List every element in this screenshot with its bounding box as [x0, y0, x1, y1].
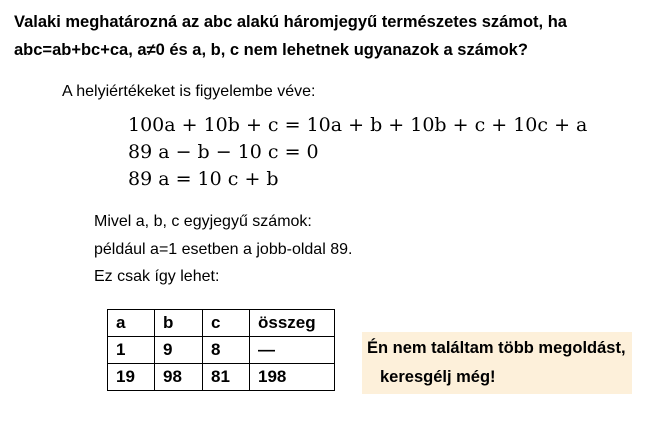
- question-line-1: Valaki meghatározná az abc alakú háromjegyű természetes számot, ha: [14, 13, 567, 31]
- question-text: [14, 8, 567, 64]
- header-b: b: [155, 310, 203, 337]
- note-line-3: Ez csak így lehet:: [94, 268, 220, 285]
- table-cell: —: [250, 337, 335, 364]
- equation-2: 89 a − b − 10 c = 0: [128, 141, 319, 163]
- table-cell: 98: [155, 364, 203, 391]
- table-cell: 19: [108, 364, 155, 391]
- table-cell: 9: [155, 337, 203, 364]
- equation-3: 89 a = 10 c + b: [128, 168, 279, 190]
- table-cell: 81: [203, 364, 250, 391]
- hint-line-1: Én nem találtam több megoldást,: [367, 339, 626, 357]
- table-row: [108, 364, 335, 391]
- table-header-row: [108, 310, 335, 337]
- solution-table: [107, 309, 335, 391]
- header-sum: összeg: [250, 310, 335, 337]
- header-c: c: [203, 310, 250, 337]
- hint-line-2: keresgélj még!: [380, 368, 496, 386]
- table-cell: 8: [203, 337, 250, 364]
- question-line-2: abc=ab+bc+ca, a≠0 és a, b, c nem lehetnek ugyanazok a számok?: [14, 41, 528, 59]
- equation-block: [128, 112, 587, 193]
- note-line-1: Mivel a, b, c egyjegyű számok:: [94, 213, 312, 230]
- header-a: a: [108, 310, 155, 337]
- hint-box: [362, 332, 632, 394]
- table-cell: 198: [250, 364, 335, 391]
- table-cell: 1: [108, 337, 155, 364]
- note-line-2: például a=1 esetben a jobb-oldal 89.: [94, 240, 353, 258]
- explanation-notes: [94, 208, 352, 291]
- table-row: [108, 337, 335, 364]
- equation-1: 100a + 10b + c = 10a + b + 10b + c + 10c + a: [128, 114, 588, 136]
- intro-text: A helyiértékeket is figyelembe véve:: [62, 83, 316, 100]
